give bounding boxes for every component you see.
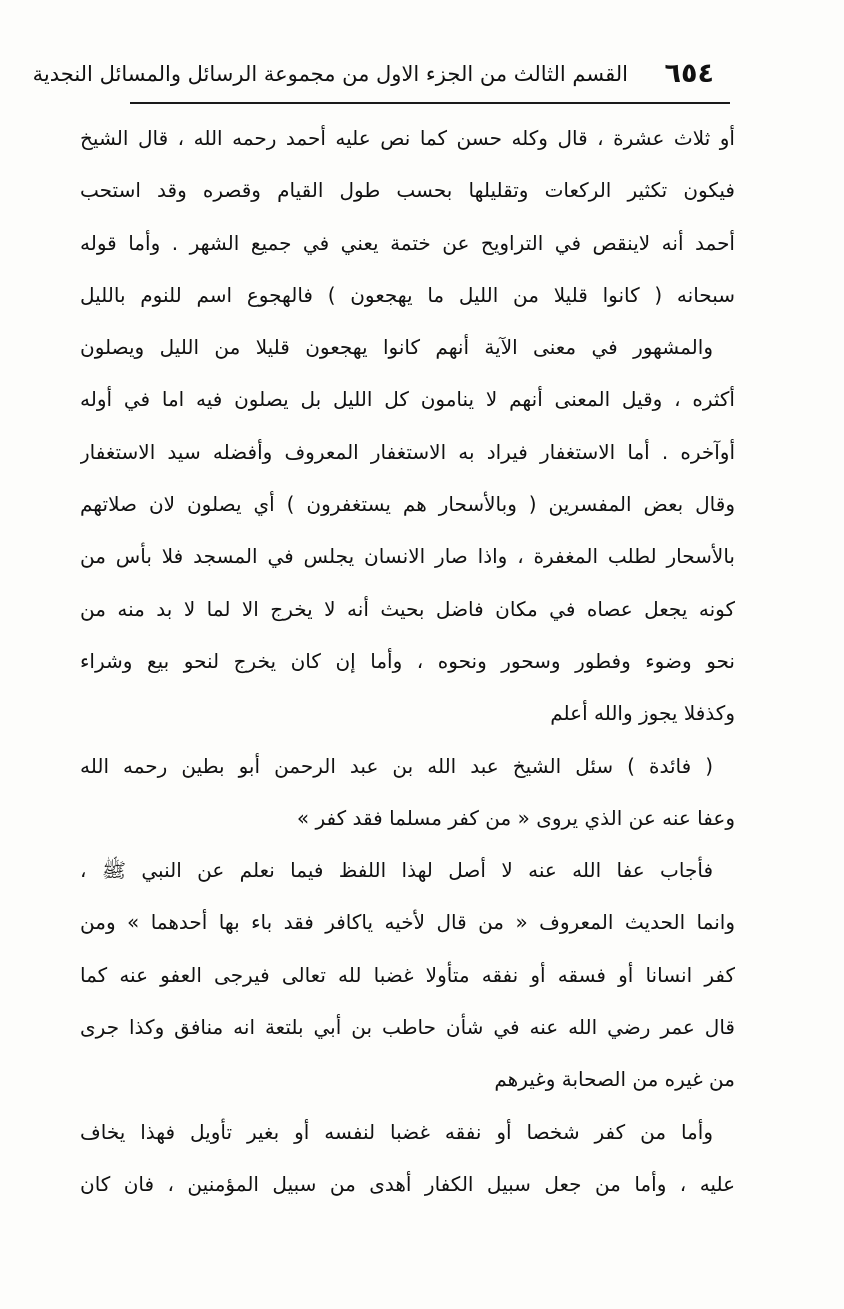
text-line: سبحانه ( كانوا قليلا من الليل ما يهجعون ) فالهجوع اسم للنوم بالليل (80, 282, 735, 307)
text-line: نحو وضوء وفطور وسحور ونحوه ، وأما إن كان يخرج لنحو بيع وشراء (80, 648, 735, 673)
text-line: وكذفلا يجوز والله أعلم (550, 701, 735, 726)
running-title: القسم الثالث من الجزء الاول من مجموعة الرسائل والمسائل النجدية (32, 62, 628, 86)
text-line: وعفا عنه عن الذي يروى « من كفر مسلما فقد كفر » (296, 805, 735, 830)
text-line: أكثره ، وقيل المعنى أنهم لا ينامون كل الليل بل يصلون فيه اما في أوله (80, 387, 735, 412)
text-line: كونه يجعل عصاه في مكان فاضل بحيث أنه لا يخرج الا لما لا بد منه من (80, 596, 735, 621)
header-divider (130, 102, 730, 104)
text-line: وانما الحديث المعروف « من قال لأخيه ياكافر فقد باء بها أحدهما » ومن (80, 910, 735, 935)
body-text (80, 112, 735, 1210)
text-line: أو ثلاث عشرة ، قال وكله حسن كما نص عليه أحمد رحمه الله ، قال الشيخ (80, 126, 735, 150)
text-line: أحمد أنه لاينقص في التراويح عن ختمة يعني في جميع الشهر . وأما قوله (80, 230, 735, 255)
text-line: فأجاب عفا الله عنه لا أصل لهذا اللفظ فيما نعلم عن النبي ﷺ ، (80, 858, 713, 883)
text-line: وأما من كفر شخصا أو نفقه غضبا لنفسه أو بغير تأويل فهذا يخاف (80, 1119, 713, 1144)
text-line: فيكون تكثير الركعات وتقليلها بحسب طول القيام وقصره وقد استحب (80, 178, 735, 203)
text-line: عليه ، وأما من جعل سبيل الكفار أهدى من سبيل المؤمنين ، فان كان (80, 1171, 735, 1196)
text-line: كفر انسانا أو فسقه أو نفقه متأولا غضبا لله تعالى فيرجى العفو عنه كما (80, 962, 735, 987)
text-line: قال عمر رضي الله عنه في شأن حاطب بن أبي بلتعة انه منافق وكذا جرى (80, 1015, 735, 1040)
text-line: ( فائدة ) سئل الشيخ عبد الله بن عبد الرحمن أبو بطين رحمه الله (80, 753, 713, 778)
text-line: بالأسحار لطلب المغفرة ، واذا صار الانسان يجلس في المسجد فلا بأس من (80, 544, 735, 569)
text-line: والمشهور في معنى الآية أنهم كانوا يهجعون قليلا من الليل ويصلون (80, 335, 713, 360)
text-line: وقال بعض المفسرين ( وبالأسحار هم يستغفرون ) أي يصلون لان صلاتهم (80, 492, 735, 517)
text-line: من غيره من الصحابة وغيرهم (494, 1067, 735, 1092)
page-number: ٦٥٤ (664, 58, 714, 89)
page-header (32, 52, 714, 102)
text-line: أوآخره . أما الاستغفار فيراد به الاستغفار المعروف وأفضله سيد الاستغفار (80, 439, 735, 464)
